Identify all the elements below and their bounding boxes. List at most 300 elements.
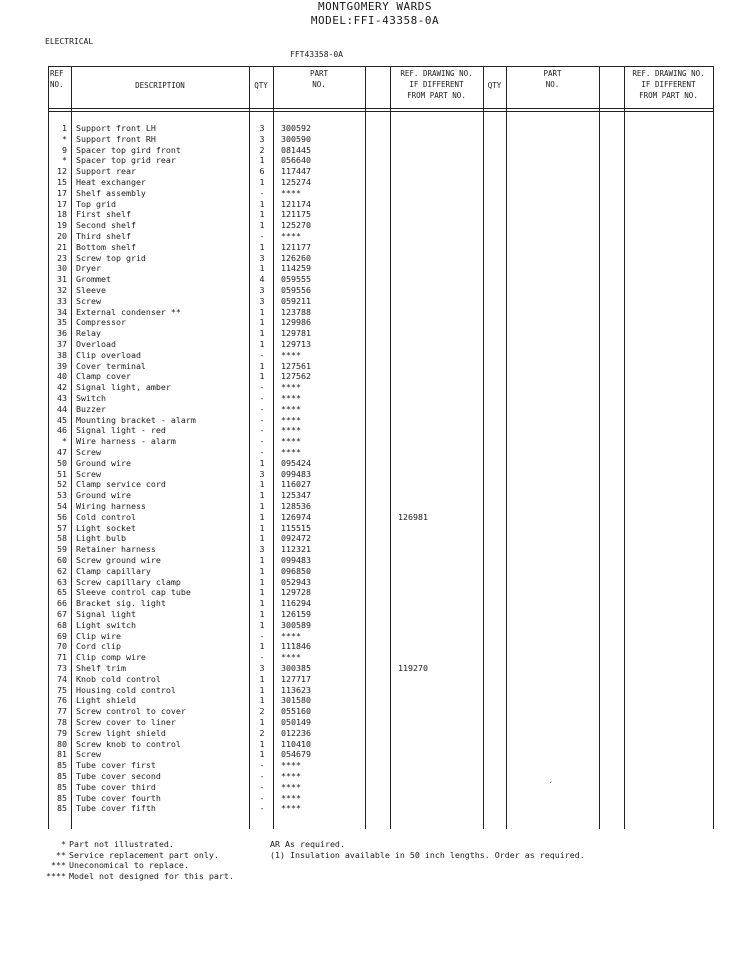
ref-no-cell: 77	[57, 706, 67, 717]
qty-cell: -	[259, 414, 265, 425]
legend-mark: ****	[46, 870, 66, 881]
table-row	[0, 328, 750, 339]
table-row	[0, 155, 750, 166]
part-no-cell: 300385	[281, 663, 311, 673]
description-cell: Cold control	[76, 511, 136, 522]
part-no-cell: 121177	[281, 241, 311, 252]
table-row	[0, 717, 750, 728]
description-cell: First shelf	[76, 209, 131, 220]
description-cell: Support front RH	[76, 133, 156, 144]
qty-cell: 1	[259, 155, 265, 166]
legend-mark: **	[56, 849, 66, 860]
table-row	[0, 501, 750, 512]
description-cell: Knob cold control	[76, 673, 161, 684]
table-row	[0, 145, 750, 156]
legend-note	[40, 850, 234, 861]
part-no-cell: ****	[281, 349, 301, 360]
part-no-cell: 092472	[281, 533, 311, 544]
description-cell: Tube cover fifth	[76, 803, 156, 814]
qty-cell: 3	[259, 544, 265, 555]
description-cell: Sleeve control cap tube	[76, 587, 191, 598]
ref-no-cell: 9	[62, 144, 67, 155]
col-header-part-2: PART NO.	[543, 69, 562, 89]
table-row	[0, 436, 750, 447]
table-row	[0, 760, 750, 771]
description-cell: Signal light, amber	[76, 382, 171, 393]
description-cell: Tube cover fourth	[76, 792, 161, 803]
qty-cell: 4	[259, 274, 265, 285]
ref-no-cell: 78	[57, 717, 67, 727]
ref-no-cell: 37	[57, 339, 67, 349]
col-header-ref-drawing-2: REF. DRAWING NO. IF DIFFERENT FROM PART NO.	[632, 69, 705, 100]
table-row	[0, 339, 750, 350]
qty-cell: 1	[259, 490, 265, 501]
part-no-cell: ****	[281, 403, 301, 414]
qty-cell: 1	[259, 598, 265, 609]
table-row	[0, 652, 750, 663]
ref-no-cell: 57	[57, 522, 67, 533]
ref-no-cell: 62	[57, 565, 67, 576]
ref-no-cell: 71	[57, 652, 67, 663]
qty-cell: -	[259, 231, 265, 241]
ref-no-cell: 79	[57, 727, 67, 738]
table-row	[0, 393, 750, 404]
qty-cell: -	[259, 349, 265, 360]
description-cell: Signal light	[76, 609, 136, 619]
part-no-cell: 096850	[281, 565, 311, 576]
ref-drawing-cell: 119270	[398, 663, 428, 673]
part-no-cell: 300589	[281, 619, 311, 630]
qty-cell: 3	[259, 252, 265, 263]
table-row	[0, 598, 750, 609]
qty-cell: 1	[259, 360, 265, 371]
part-no-cell: 117447	[281, 166, 311, 177]
part-no-cell: 127561	[281, 360, 311, 371]
part-no-cell: ****	[281, 792, 301, 803]
ref-no-cell: 42	[57, 382, 67, 393]
ref-no-cell: 17	[57, 198, 67, 209]
qty-cell: -	[259, 630, 265, 641]
part-no-cell: 081445	[281, 144, 311, 155]
legend-note-right: AR As required.	[270, 839, 345, 849]
description-cell: Screw	[76, 468, 101, 479]
description-cell: External condenser **	[76, 306, 181, 317]
qty-cell: -	[259, 436, 265, 447]
description-cell: Screw	[76, 295, 101, 306]
table-row	[0, 555, 750, 566]
legend-text: Service replacement part only.	[69, 849, 219, 860]
description-cell: Clip comp wire	[76, 652, 146, 663]
description-cell: Shelf trim	[76, 663, 126, 673]
legend-notes	[40, 839, 234, 881]
table-row	[0, 641, 750, 652]
ref-no-cell: 75	[57, 684, 67, 695]
part-no-cell: ****	[281, 425, 301, 436]
part-no-cell: ****	[281, 187, 301, 198]
ref-no-cell: 36	[57, 328, 67, 339]
description-cell: Housing cold control	[76, 684, 176, 695]
qty-cell: -	[259, 652, 265, 663]
ref-no-cell: 18	[57, 209, 67, 220]
ref-no-cell: 17	[57, 187, 67, 198]
qty-cell: 1	[259, 209, 265, 220]
header-bottom-rule	[48, 108, 713, 109]
ref-no-cell: 45	[57, 414, 67, 425]
part-no-cell: 121175	[281, 209, 311, 220]
table-row	[0, 447, 750, 458]
description-cell: Relay	[76, 328, 101, 339]
qty-cell: -	[259, 187, 265, 198]
description-cell: Screw ground wire	[76, 555, 161, 565]
table-row	[0, 479, 750, 490]
ref-no-cell: 51	[57, 468, 67, 479]
qty-cell: 2	[259, 727, 265, 738]
ref-no-cell: 31	[57, 274, 67, 285]
qty-cell: 1	[259, 511, 265, 522]
description-cell: Switch	[76, 393, 106, 403]
table-row	[0, 739, 750, 750]
ref-no-cell: 60	[57, 555, 67, 565]
table-row	[0, 263, 750, 274]
description-cell: Light bulb	[76, 533, 126, 544]
qty-cell: 1	[259, 501, 265, 511]
table-row	[0, 134, 750, 145]
legend-text: Model not designed for this part.	[69, 870, 234, 881]
qty-cell: 1	[259, 241, 265, 252]
ref-no-cell: 15	[57, 177, 67, 187]
ref-no-cell: 85	[57, 803, 67, 814]
section-label: ELECTRICAL	[45, 37, 94, 46]
qty-cell: -	[259, 447, 265, 457]
ref-no-cell: 43	[57, 393, 67, 403]
part-no-cell: 116027	[281, 479, 311, 490]
description-cell: Compressor	[76, 317, 126, 328]
table-row	[0, 728, 750, 739]
part-no-cell: 054679	[281, 749, 311, 760]
description-cell: Tube cover second	[76, 771, 161, 781]
part-no-cell: 059555	[281, 274, 311, 285]
qty-cell: 1	[259, 641, 265, 652]
part-no-cell: 129781	[281, 328, 311, 339]
description-cell: Clamp capillary	[76, 565, 151, 576]
table-row	[0, 425, 750, 436]
description-cell: Clamp cover	[76, 371, 131, 382]
ref-no-cell: 73	[57, 663, 67, 673]
qty-cell: 1	[259, 177, 265, 187]
description-cell: Screw	[76, 447, 101, 457]
ref-no-cell: 35	[57, 317, 67, 328]
legend-mark: *	[61, 839, 66, 849]
description-cell: Grommet	[76, 274, 111, 285]
ref-no-cell: 32	[57, 285, 67, 295]
qty-cell: 3	[259, 285, 265, 295]
ref-no-cell: 33	[57, 295, 67, 306]
description-cell: Third shelf	[76, 231, 131, 241]
part-no-cell: 300592	[281, 123, 311, 133]
ref-no-cell: 54	[57, 501, 67, 511]
table-row	[0, 490, 750, 501]
ref-no-cell: 85	[57, 781, 67, 792]
description-cell: Light socket	[76, 522, 136, 533]
part-no-cell: 127562	[281, 371, 311, 382]
table-row	[0, 609, 750, 620]
table-row	[0, 469, 750, 480]
ref-no-cell: 74	[57, 673, 67, 684]
ref-no-cell: *	[62, 133, 67, 144]
table-row	[0, 587, 750, 598]
qty-cell: 1	[259, 587, 265, 598]
table-row	[0, 350, 750, 361]
qty-cell: 3	[259, 123, 265, 133]
description-cell: Support rear	[76, 166, 136, 177]
ref-no-cell: 23	[57, 252, 67, 263]
legend-text: Part not illustrated.	[69, 839, 174, 849]
qty-cell: 1	[259, 339, 265, 349]
table-row	[0, 371, 750, 382]
description-cell: Second shelf	[76, 220, 136, 231]
qty-cell: 2	[259, 144, 265, 155]
table-row	[0, 512, 750, 523]
qty-cell: -	[259, 792, 265, 803]
qty-cell: 1	[259, 328, 265, 339]
table-row	[0, 123, 750, 134]
table-row	[0, 188, 750, 199]
qty-cell: 1	[259, 565, 265, 576]
part-no-cell: 125270	[281, 220, 311, 231]
part-no-cell: ****	[281, 231, 301, 241]
table-row	[0, 749, 750, 760]
part-no-cell: 129728	[281, 587, 311, 598]
col-header-qty: QTY	[254, 81, 268, 90]
part-no-cell: 111846	[281, 641, 311, 652]
table-row	[0, 458, 750, 469]
ref-no-cell: 70	[57, 641, 67, 652]
table-row	[0, 577, 750, 588]
table-row	[0, 663, 750, 674]
part-no-cell: 059556	[281, 285, 311, 295]
qty-cell: 1	[259, 619, 265, 630]
part-no-cell: 052943	[281, 576, 311, 587]
description-cell: Cord clip	[76, 641, 121, 652]
description-cell: Retainer harness	[76, 544, 156, 555]
table-row	[0, 782, 750, 793]
ref-no-cell: 65	[57, 587, 67, 598]
ref-no-cell: 47	[57, 447, 67, 457]
part-no-cell: 129986	[281, 317, 311, 328]
description-cell: Tube cover first	[76, 760, 156, 771]
description-cell: Spacer top grid rear	[76, 155, 176, 166]
qty-cell: 1	[259, 371, 265, 382]
part-no-cell: 095424	[281, 457, 311, 468]
table-row	[0, 231, 750, 242]
legend-notes-right	[270, 839, 585, 860]
description-cell: Clamp service cord	[76, 479, 166, 490]
table-row	[0, 199, 750, 210]
qty-cell: 6	[259, 166, 265, 177]
ref-no-cell: 50	[57, 457, 67, 468]
ref-no-cell: 52	[57, 479, 67, 490]
part-no-cell: 129713	[281, 339, 311, 349]
table-row	[0, 685, 750, 696]
part-no-cell: 055160	[281, 706, 311, 717]
part-no-cell: 128536	[281, 501, 311, 511]
ref-no-cell: 67	[57, 609, 67, 619]
part-no-cell: ****	[281, 803, 301, 814]
table-row	[0, 566, 750, 577]
table-row	[0, 793, 750, 804]
header-double-rule	[48, 111, 713, 112]
qty-cell: 1	[259, 220, 265, 231]
col-header-qty-2: QTY	[487, 81, 502, 90]
table-row	[0, 544, 750, 555]
part-no-cell: ****	[281, 760, 301, 771]
description-cell: Screw cover to liner	[76, 717, 176, 727]
part-no-cell: 113623	[281, 684, 311, 695]
part-no-cell: 127717	[281, 673, 311, 684]
ref-no-cell: 81	[57, 749, 67, 760]
table-top-rule	[48, 66, 713, 67]
ref-no-cell: 30	[57, 263, 67, 274]
qty-cell: 1	[259, 522, 265, 533]
description-cell: Dryer	[76, 263, 101, 274]
legend-note-right: (1) Insulation available in 50 inch lengths. Order as required.	[270, 849, 585, 860]
description-cell: Sleeve	[76, 285, 106, 295]
ref-no-cell: 63	[57, 576, 67, 587]
qty-cell: 1	[259, 263, 265, 274]
ref-no-cell: 34	[57, 306, 67, 317]
part-no-cell: 112321	[281, 544, 311, 555]
table-row	[0, 177, 750, 188]
table-row	[0, 382, 750, 393]
description-cell: Bracket sig. light	[76, 598, 166, 609]
part-no-cell: 012236	[281, 727, 311, 738]
qty-cell: 1	[259, 684, 265, 695]
part-no-cell: 110410	[281, 738, 311, 749]
part-no-cell: ****	[281, 414, 301, 425]
part-no-cell: 123788	[281, 306, 311, 317]
part-no-cell: 126974	[281, 511, 311, 522]
table-row	[0, 631, 750, 642]
qty-cell: 1	[259, 717, 265, 727]
description-cell: Light shield	[76, 695, 136, 706]
part-no-cell: ****	[281, 447, 301, 457]
table-row	[0, 296, 750, 307]
qty-cell: -	[259, 403, 265, 414]
part-no-cell: 115515	[281, 522, 311, 533]
description-cell: Spacer top gird front	[76, 144, 181, 155]
part-no-cell: ****	[281, 652, 301, 663]
qty-cell: 3	[259, 663, 265, 673]
description-cell: Top grid	[76, 198, 116, 209]
qty-cell: -	[259, 425, 265, 436]
description-cell: Bottom shelf	[76, 241, 136, 252]
part-no-cell: 300590	[281, 133, 311, 144]
table-row	[0, 771, 750, 782]
description-cell: Signal light - red	[76, 425, 166, 436]
part-no-cell: 116294	[281, 598, 311, 609]
part-no-cell: 114259	[281, 263, 311, 274]
description-cell: Wiring harness	[76, 501, 146, 511]
description-cell: Screw capillary clamp	[76, 576, 181, 587]
qty-cell: 1	[259, 457, 265, 468]
table-row	[0, 533, 750, 544]
manufacturer-title: MONTGOMERY WARDS	[318, 0, 432, 13]
ref-no-cell: 69	[57, 630, 67, 641]
part-no-cell: 059211	[281, 295, 311, 306]
ref-drawing-cell: 126981	[398, 511, 428, 522]
qty-cell: 1	[259, 533, 265, 544]
ref-no-cell: 85	[57, 792, 67, 803]
table-row	[0, 220, 750, 231]
ref-no-cell: *	[62, 436, 67, 447]
qty-cell: 3	[259, 468, 265, 479]
description-cell: Screw light shield	[76, 727, 166, 738]
part-no-cell: 125347	[281, 490, 311, 501]
part-no-cell: 121174	[281, 198, 311, 209]
qty-cell: -	[259, 393, 265, 403]
table-row	[0, 620, 750, 631]
ref-no-cell: 68	[57, 619, 67, 630]
table-row	[0, 404, 750, 415]
table-row	[0, 523, 750, 534]
description-cell: Mounting bracket - alarm	[76, 414, 196, 425]
ref-no-cell: 85	[57, 771, 67, 781]
qty-cell: 3	[259, 133, 265, 144]
table-row	[0, 242, 750, 253]
description-cell: Screw knob to control	[76, 738, 181, 749]
description-cell: Ground wire	[76, 490, 131, 501]
legend-text: Uneconomical to replace.	[69, 860, 189, 871]
legend-note	[40, 860, 234, 871]
part-no-cell: 050149	[281, 717, 311, 727]
description-cell: Overload	[76, 339, 116, 349]
description-cell: Screw top grid	[76, 252, 146, 263]
ref-no-cell: 53	[57, 490, 67, 501]
description-cell: Clip wire	[76, 630, 121, 641]
ref-no-cell: 1	[62, 123, 67, 133]
ref-no-cell: 12	[57, 166, 67, 177]
qty-cell: -	[259, 803, 265, 814]
table-row	[0, 695, 750, 706]
qty-cell: 3	[259, 295, 265, 306]
part-no-cell: ****	[281, 393, 301, 403]
description-cell: Shelf assembly	[76, 187, 146, 198]
legend-note	[40, 839, 234, 850]
table-row	[0, 253, 750, 264]
description-cell: Heat exchanger	[76, 177, 146, 187]
qty-cell: -	[259, 760, 265, 771]
part-no-cell: 125274	[281, 177, 311, 187]
part-no-cell: 099483	[281, 555, 311, 565]
description-cell: Support front LH	[76, 123, 156, 133]
table-row	[0, 166, 750, 177]
table-row	[0, 274, 750, 285]
qty-cell: 1	[259, 555, 265, 565]
ref-no-cell: 59	[57, 544, 67, 555]
qty-cell: -	[259, 781, 265, 792]
description-cell: Clip overload	[76, 349, 141, 360]
ref-no-cell: 76	[57, 695, 67, 706]
table-row	[0, 285, 750, 296]
table-row	[0, 361, 750, 372]
part-no-cell: ****	[281, 771, 301, 781]
ref-no-cell: 40	[57, 371, 67, 382]
col-header-part: PART NO.	[309, 69, 329, 89]
col-header-ref-drawing: REF. DRAWING NO. IF DIFFERENT FROM PART NO.	[400, 69, 473, 100]
part-no-cell: 126159	[281, 609, 311, 619]
table-row	[0, 706, 750, 717]
table-row	[0, 317, 750, 328]
